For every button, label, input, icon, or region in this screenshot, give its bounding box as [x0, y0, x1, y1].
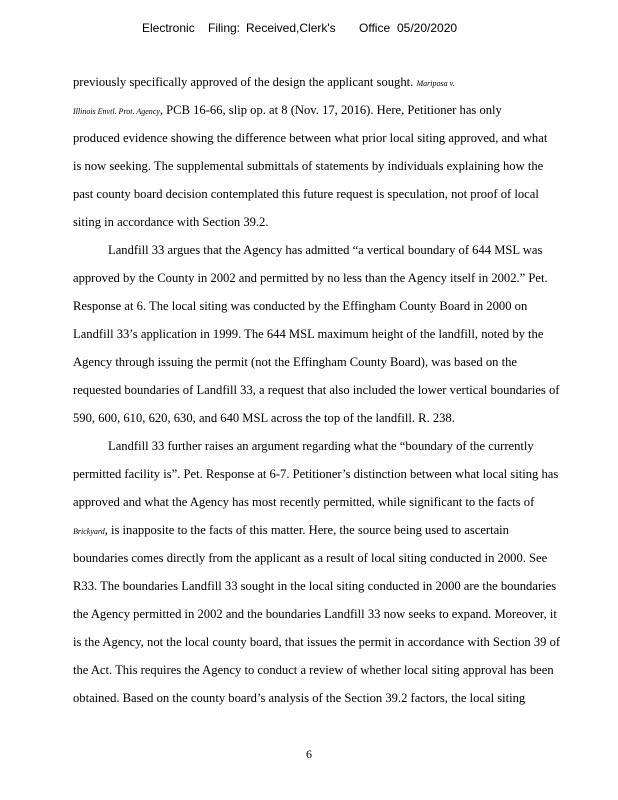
- header-date: 05/20/2020: [397, 21, 458, 35]
- case-citation: Mariposa v.: [416, 79, 455, 88]
- text-line: the Act. This requires the Agency to conduct a review of whether local siting approval has been: [73, 663, 554, 677]
- text-line: Landfill 33’s application in 1999. The 644 MSL maximum height of the landfill, noted by the: [73, 327, 544, 341]
- text-line: Landfill 33 argues that the Agency has admitted “a vertical boundary of 644 MSL was: [108, 243, 543, 257]
- text-line: requested boundaries of Landfill 33, a request that also included the lower vertical boundaries of: [73, 383, 560, 397]
- text-line: approved by the County in 2002 and permitted by no less than the Agency itself in 2002.” Pet.: [73, 271, 548, 285]
- page-number: 6: [306, 747, 312, 761]
- text-line: Illinois Envtl. Prot. Agency, PCB 16-66, slip op. at 8 (Nov. 17, 2016). Here, Petitioner has only: [73, 103, 502, 117]
- header-electronic: Electronic: [142, 21, 195, 35]
- text-line: permitted facility is”. Pet. Response at 6-7. Petitioner’s distinction between what local siting has: [73, 467, 559, 481]
- case-citation: Brickyard: [73, 527, 105, 536]
- text-line: produced evidence showing the difference between what prior local siting approved, and what: [73, 131, 548, 145]
- header-filing: Filing:: [208, 21, 241, 35]
- document-body: [73, 68, 593, 712]
- text-line: previously specifically approved of the design the applicant sought. Mariposa v.: [73, 75, 455, 89]
- text-line: 590, 600, 610, 620, 630, and 640 MSL across the top of the landfill. R. 238.: [73, 411, 455, 425]
- case-citation: Illinois Envtl. Prot. Agency: [73, 107, 160, 116]
- header-received: Received,Clerk's: [246, 21, 336, 35]
- text-line: Brickyard, is inapposite to the facts of this matter. Here, the source being used to ascertain: [73, 523, 509, 537]
- text-line: past county board decision contemplated this future request is speculation, not proof of local: [73, 187, 539, 201]
- text-line: Landfill 33 further raises an argument regarding what the “boundary of the currently: [108, 439, 534, 453]
- text-line: R33. The boundaries Landfill 33 sought in the local siting conducted in 2000 are the boundaries: [73, 579, 557, 593]
- text-line: Response at 6. The local siting was conducted by the Effingham County Board in 2000 on: [73, 299, 528, 313]
- text-line: is the Agency, not the local county board, that issues the permit in accordance with Section 39 of: [73, 635, 561, 649]
- text-line: approved and what the Agency has most recently permitted, while significant to the facts of: [73, 495, 535, 509]
- text-line: Agency through issuing the permit (not the Effingham County Board), was based on the: [73, 355, 517, 369]
- text-line: is now seeking. The supplemental submittals of statements by individuals explaining how the: [73, 159, 544, 173]
- header-office: Office: [359, 21, 391, 35]
- text-line: siting in accordance with Section 39.2.: [73, 215, 269, 229]
- text-line: boundaries comes directly from the applicant as a result of local siting conducted in 2000. See: [73, 551, 548, 565]
- text-line: the Agency permitted in 2002 and the boundaries Landfill 33 now seeks to expand. Moreover, it: [73, 607, 557, 621]
- text-line: obtained. Based on the county board’s analysis of the Section 39.2 factors, the local siting: [73, 691, 526, 705]
